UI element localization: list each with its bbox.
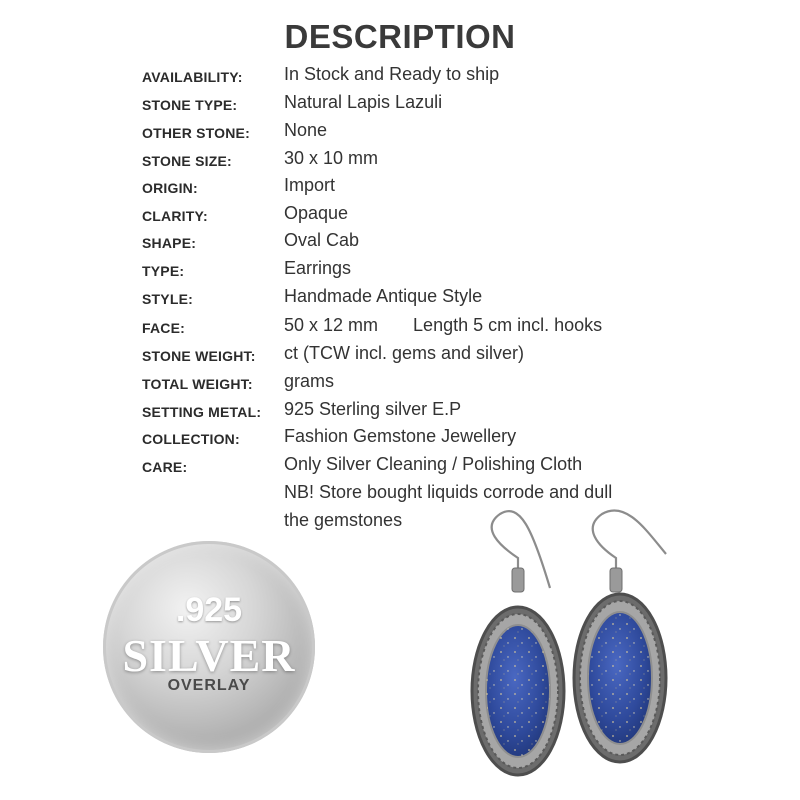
lapis-earrings-image [470,508,680,793]
spec-value: Import [284,175,336,195]
spec-label: STONE TYPE: [142,97,238,113]
spec-label: STYLE: [142,291,193,307]
spec-label: FACE: [142,320,185,336]
spec-value: Handmade Antique Style [284,286,483,306]
earring-left [472,511,564,775]
spec-value: Only Silver Cleaning / Polishing Cloth [284,454,583,474]
badge-number: .925 [175,591,243,629]
badge-word: SILVER [122,630,296,681]
spec-label: CARE: [142,459,188,475]
care-note-line: the gemstones [284,510,403,530]
spec-value: 30 x 10 mm [284,148,379,168]
spec-value: None [284,120,328,140]
spec-label: TOTAL WEIGHT: [142,376,253,392]
silver-overlay-badge [103,541,315,753]
care-note-line: NB! Store bought liquids corrode and dull [284,482,613,502]
spec-label: CLARITY: [142,208,208,224]
spec-value: Oval Cab [284,230,360,250]
spec-label: TYPE: [142,263,185,279]
spec-value: Natural Lapis Lazuli [284,92,443,112]
spec-value: Earrings [284,258,352,278]
spec-value: 50 x 12 mm Length 5 cm incl. hooks [284,315,603,335]
page-title: DESCRIPTION [284,18,516,55]
spec-label: SETTING METAL: [142,404,262,420]
spec-label: STONE WEIGHT: [142,348,256,364]
spec-value: In Stock and Ready to ship [284,64,500,84]
spec-value: grams [284,371,335,391]
spec-label: COLLECTION: [142,431,240,447]
spec-label: ORIGIN: [142,180,198,196]
spec-label: OTHER STONE: [142,125,250,141]
earring-right [574,510,666,762]
spec-label: STONE SIZE: [142,153,232,169]
badge-sub: OVERLAY [167,677,251,694]
spec-value: Opaque [284,203,349,223]
spec-value: Fashion Gemstone Jewellery [284,426,517,446]
spec-label: SHAPE: [142,235,197,251]
spec-value: ct (TCW incl. gems and silver) [284,343,525,363]
spec-value: 925 Sterling silver E.P [284,399,462,419]
spec-label: AVAILABILITY: [142,69,243,85]
